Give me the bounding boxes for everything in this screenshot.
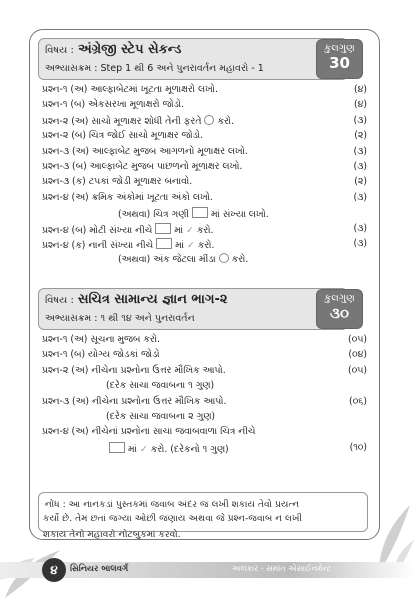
- question-text: પ્રશ્ન-૧ (બ) યોગ્ય જોડકાં જોડો: [42, 349, 160, 361]
- question-row: [42, 128, 367, 143]
- question-marks: (૨): [354, 176, 367, 188]
- note-line: શકાય તેનો મહાવરો નોટબુકમાં કરવો.: [43, 529, 181, 540]
- question-text-part: (અથવા) અંક જેટલા મીંડા: [118, 254, 216, 266]
- section1-header: [38, 38, 348, 80]
- question-text: પ્રશ્ન-૩ (બ) આલ્ફાબેટ મુજબ પાછળનો મૂળાક્ષર લખો.: [42, 160, 243, 172]
- question-text: પ્રશ્ન-૨ (અ) નીચેના પ્રશ્નોના ઉત્તર મૌખિક આપો.: [42, 364, 226, 376]
- question-marks: (૦૫): [348, 364, 367, 376]
- question-text-part: કરો.: [197, 239, 215, 251]
- section1-subject-label: વિષય :: [45, 45, 74, 56]
- section2-title: [45, 292, 228, 307]
- section2-subject: સચિત્ર સામાન્ય જ્ઞાન ભાગ-૨: [77, 292, 228, 307]
- note-line: કર્યો છે. તેમ છતાં જગ્યા ઓછી જણાય અથવા જે પ્રશ્ન-જવાબ ન લખી: [43, 513, 303, 524]
- answer-box-icon: [192, 207, 208, 218]
- footer-left-text: સિનિયર બાલવર્ગ: [70, 564, 129, 574]
- question-text: [118, 253, 248, 265]
- question-text-part: (અથવા) ચિત્ર ગણી: [118, 209, 189, 221]
- question-marks: (૩): [353, 114, 367, 126]
- answer-box-icon: [156, 238, 172, 249]
- question-row: [42, 378, 367, 393]
- section1-question-list: [42, 82, 367, 267]
- question-row: [42, 205, 367, 220]
- question-text: પ્રશ્ન-૩ (ક) ટપકાં જોડી મૂળાક્ષર બનાવો.: [42, 176, 193, 188]
- answer-box-icon: [109, 442, 125, 453]
- question-text-part: કરો.: [231, 254, 249, 266]
- question-row: [42, 363, 367, 378]
- section1-score: 30: [329, 54, 350, 72]
- tick-icon: ✓: [139, 443, 148, 455]
- question-text: [42, 223, 214, 236]
- question-row: [42, 347, 367, 362]
- question-row: [42, 159, 367, 174]
- question-row: [42, 144, 367, 159]
- question-text-part: માં: [174, 224, 184, 236]
- circle-icon: [219, 253, 229, 263]
- question-text: (દરેક સાચા જવાબના ૨ ગુણ): [106, 410, 216, 422]
- question-text-part: પ્રશ્ન-૪ (ક) નાની સંખ્યા નીચે: [42, 239, 154, 251]
- question-row: [42, 332, 367, 347]
- question-text: પ્રશ્ન-૪ (અ) નીચેનાં પ્રશ્નોના સાચા જવાબવાળા ચિત્ર નીચે: [42, 426, 256, 438]
- question-text: પ્રશ્ન-૪ (અ) ક્રમિક અંકોમાં ખૂટતા અંકો લખો.: [42, 191, 213, 203]
- question-marks: (૨): [354, 130, 367, 142]
- question-row: [42, 440, 367, 455]
- section1-syllabus-label: અભ્યાસક્રમ :: [45, 63, 98, 74]
- question-row: [42, 113, 367, 128]
- question-marks: (૩): [353, 145, 367, 157]
- section1-subject: અંગ્રેજી સ્ટેપ સેકન્ડ: [77, 42, 182, 57]
- section1-score-label: કુલગુણ: [324, 43, 355, 54]
- question-text: પ્રશ્ન-૩ (અ) આલ્ફાબેટ મુજબ આગળનો મૂળાક્ષર લખો.: [42, 145, 248, 157]
- question-text: પ્રશ્ન-૧ (અ) સૂચના મુજબ કરો.: [42, 334, 160, 345]
- question-text: પ્રશ્ન-૨ (બ) ચિત્ર જોઈ સાચો મૂળાક્ષર જોડો.: [42, 130, 204, 142]
- question-marks: (૧૦): [349, 441, 367, 453]
- circle-icon: [204, 115, 214, 125]
- section2-syllabus-text: ૧ થી ૧૪ અને પુનરાવર્તન: [100, 313, 195, 324]
- footer-right-text: અલંકાર - સમાંત એસાઈનમેન્ટ: [232, 564, 332, 573]
- section1-syllabus: [45, 63, 264, 74]
- question-row: [42, 409, 367, 424]
- question-text: પ્રશ્ન-૩ (અ) નીચેના પ્રશ્નોના ઉત્તર મૌખિક આપો.: [42, 395, 227, 407]
- section1-score-badge: [316, 39, 363, 79]
- tick-icon: ✓: [186, 239, 195, 251]
- question-text-part: માં: [128, 443, 137, 455]
- question-text-part: કરો. (દરેકનો ૧ ગુણ): [150, 443, 229, 455]
- question-text: [106, 442, 229, 455]
- question-row: [42, 251, 367, 266]
- section1-syllabus-text: Step 1 થી 6 અને પુનરાવર્તન મહાવરો - 1: [100, 63, 264, 74]
- section2-score: ૩૦: [329, 304, 350, 322]
- section2-syllabus-label: અભ્યાસક્રમ :: [45, 313, 98, 324]
- question-row: [42, 394, 367, 409]
- question-text: [42, 238, 214, 251]
- question-marks: (૦૬): [348, 395, 367, 407]
- question-row: [42, 174, 367, 189]
- question-text-part: પ્રશ્ન-૨ (અ) સાચો મૂળાક્ષર શોધી તેની ફરતે: [42, 115, 202, 127]
- question-text: [42, 115, 234, 127]
- question-text: (દરેક સાચા જવાબના ૧ ગુણ): [106, 380, 215, 392]
- question-text: પ્રશ્ન-૧ (બ) એકસરખા મૂળાક્ષરો જોડો.: [42, 99, 185, 111]
- question-row: [42, 190, 367, 205]
- section2-score-badge: [316, 289, 363, 329]
- question-text: [118, 207, 269, 220]
- question-row: [42, 97, 367, 112]
- question-marks: (૪): [353, 84, 367, 95]
- question-marks: (૩): [353, 160, 367, 172]
- tick-icon: ✓: [186, 224, 194, 236]
- question-row: [42, 221, 367, 236]
- question-marks: (૦૫): [348, 334, 367, 345]
- question-marks: (૪): [353, 99, 367, 111]
- content-frame: [29, 29, 380, 540]
- question-marks: (૩): [353, 191, 367, 203]
- question-marks: (૩): [353, 237, 367, 249]
- note-continuation: [43, 511, 302, 543]
- question-row: [42, 236, 367, 251]
- section2-question-list: [42, 332, 367, 455]
- question-text: પ્રશ્ન-૧ (અ) આલ્ફાબેટમાં ખૂટતા મૂળાક્ષરો લખો.: [42, 84, 218, 95]
- section2-subject-label: વિષય :: [45, 295, 74, 306]
- question-text-part: કરો.: [217, 115, 235, 127]
- section2-syllabus: [45, 313, 195, 324]
- question-text-part: પ્રશ્ન-૪ (બ) મોટી સંખ્યા નીચે: [42, 224, 153, 236]
- section2-header: [38, 288, 348, 330]
- section1-title: [45, 42, 181, 57]
- question-marks: (૦૪): [348, 349, 367, 361]
- page-number-badge: ૪: [42, 558, 66, 582]
- question-row: [42, 424, 367, 439]
- section2-score-label: કુલગુણ: [324, 293, 355, 304]
- question-row: [42, 82, 367, 97]
- question-text-part: માં સંખ્યા લખો.: [210, 209, 269, 221]
- question-marks: (૩): [353, 222, 367, 234]
- answer-box-icon: [155, 223, 171, 234]
- question-text-part: કરો.: [196, 224, 214, 236]
- note-line: નોંધ : આ નાનકડાં પુસ્તકમાં જવાબ અંદર જ લખી શકાય તેવો પ્રયત્ન: [45, 499, 300, 510]
- question-text-part: માં: [175, 239, 184, 251]
